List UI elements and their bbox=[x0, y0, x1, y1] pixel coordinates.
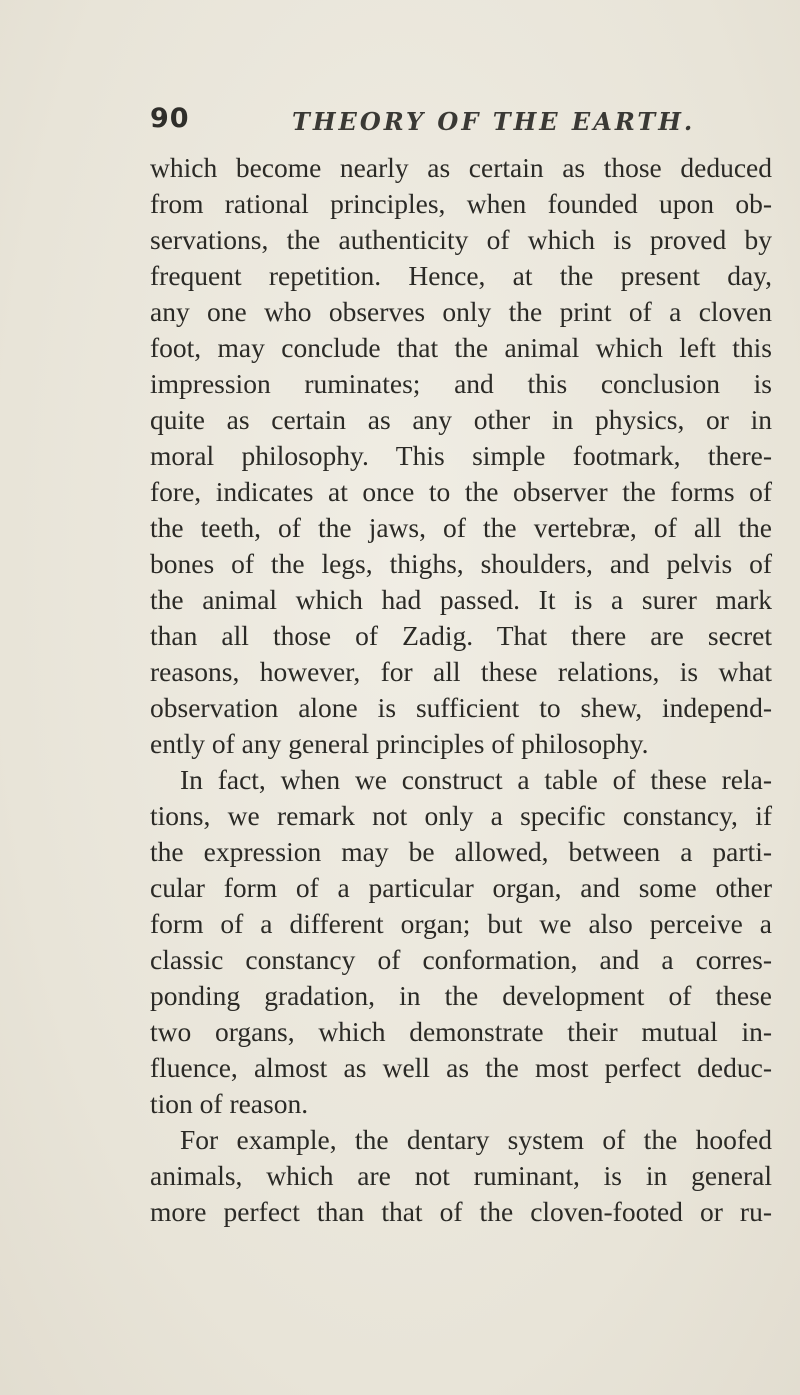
text-line: quite as certain as any other in physics, or in bbox=[150, 404, 772, 435]
text-line: fluence, almost as well as the most perfect deduc- bbox=[150, 1052, 772, 1083]
text-line: the teeth, of the jaws, of the vertebræ, of all the bbox=[150, 512, 772, 543]
text-line: two organs, which demonstrate their mutual in- bbox=[150, 1016, 772, 1047]
text-line: ently of any general principles of philosophy. bbox=[150, 728, 649, 759]
text-line: observation alone is sufficient to shew, independ- bbox=[150, 692, 772, 723]
text-line: ponding gradation, in the development of these bbox=[150, 980, 772, 1011]
text-line: the expression may be allowed, between a parti- bbox=[150, 836, 772, 867]
text-line: bones of the legs, thighs, shoulders, and pelvis of bbox=[150, 548, 772, 579]
paragraph bbox=[150, 1122, 772, 1230]
text-line: any one who observes only the print of a cloven bbox=[150, 296, 772, 327]
running-head: THEORY OF THE EARTH. bbox=[292, 107, 696, 136]
text-line: reasons, however, for all these relations, is what bbox=[150, 656, 772, 687]
text-line: classic constancy of conformation, and a corres- bbox=[150, 944, 772, 975]
text-line: cular form of a particular organ, and some other bbox=[150, 872, 772, 903]
text-line: foot, may conclude that the animal which left this bbox=[150, 332, 772, 363]
text-line: tions, we remark not only a specific constancy, if bbox=[150, 800, 772, 831]
text-line: from rational principles, when founded upon ob- bbox=[150, 188, 772, 219]
text-line: fore, indicates at once to the observer the forms of bbox=[150, 476, 772, 507]
paragraph bbox=[150, 762, 772, 1122]
text-line: tion of reason. bbox=[150, 1088, 309, 1119]
page-header bbox=[150, 103, 770, 143]
text-line: frequent repetition. Hence, at the present day, bbox=[150, 260, 772, 291]
text-line: more perfect than that of the cloven-footed or ru- bbox=[150, 1196, 772, 1227]
text-line: the animal which had passed. It is a surer mark bbox=[150, 584, 772, 615]
body-text bbox=[150, 150, 772, 1230]
text-line: impression ruminates; and this conclusion is bbox=[150, 368, 772, 399]
page-number: 90 bbox=[150, 103, 190, 134]
paragraph bbox=[150, 150, 772, 762]
text-line: animals, which are not ruminant, is in general bbox=[150, 1160, 772, 1191]
text-line: which become nearly as certain as those deduced bbox=[150, 152, 772, 183]
text-line: moral philosophy. This simple footmark, there- bbox=[150, 440, 772, 471]
text-line: For example, the dentary system of the hoofed bbox=[180, 1124, 772, 1155]
text-line: servations, the authenticity of which is proved by bbox=[150, 224, 772, 255]
text-line: form of a different organ; but we also perceive a bbox=[150, 908, 772, 939]
text-line: In fact, when we construct a table of these rela- bbox=[180, 764, 772, 795]
text-line: than all those of Zadig. That there are secret bbox=[150, 620, 772, 651]
